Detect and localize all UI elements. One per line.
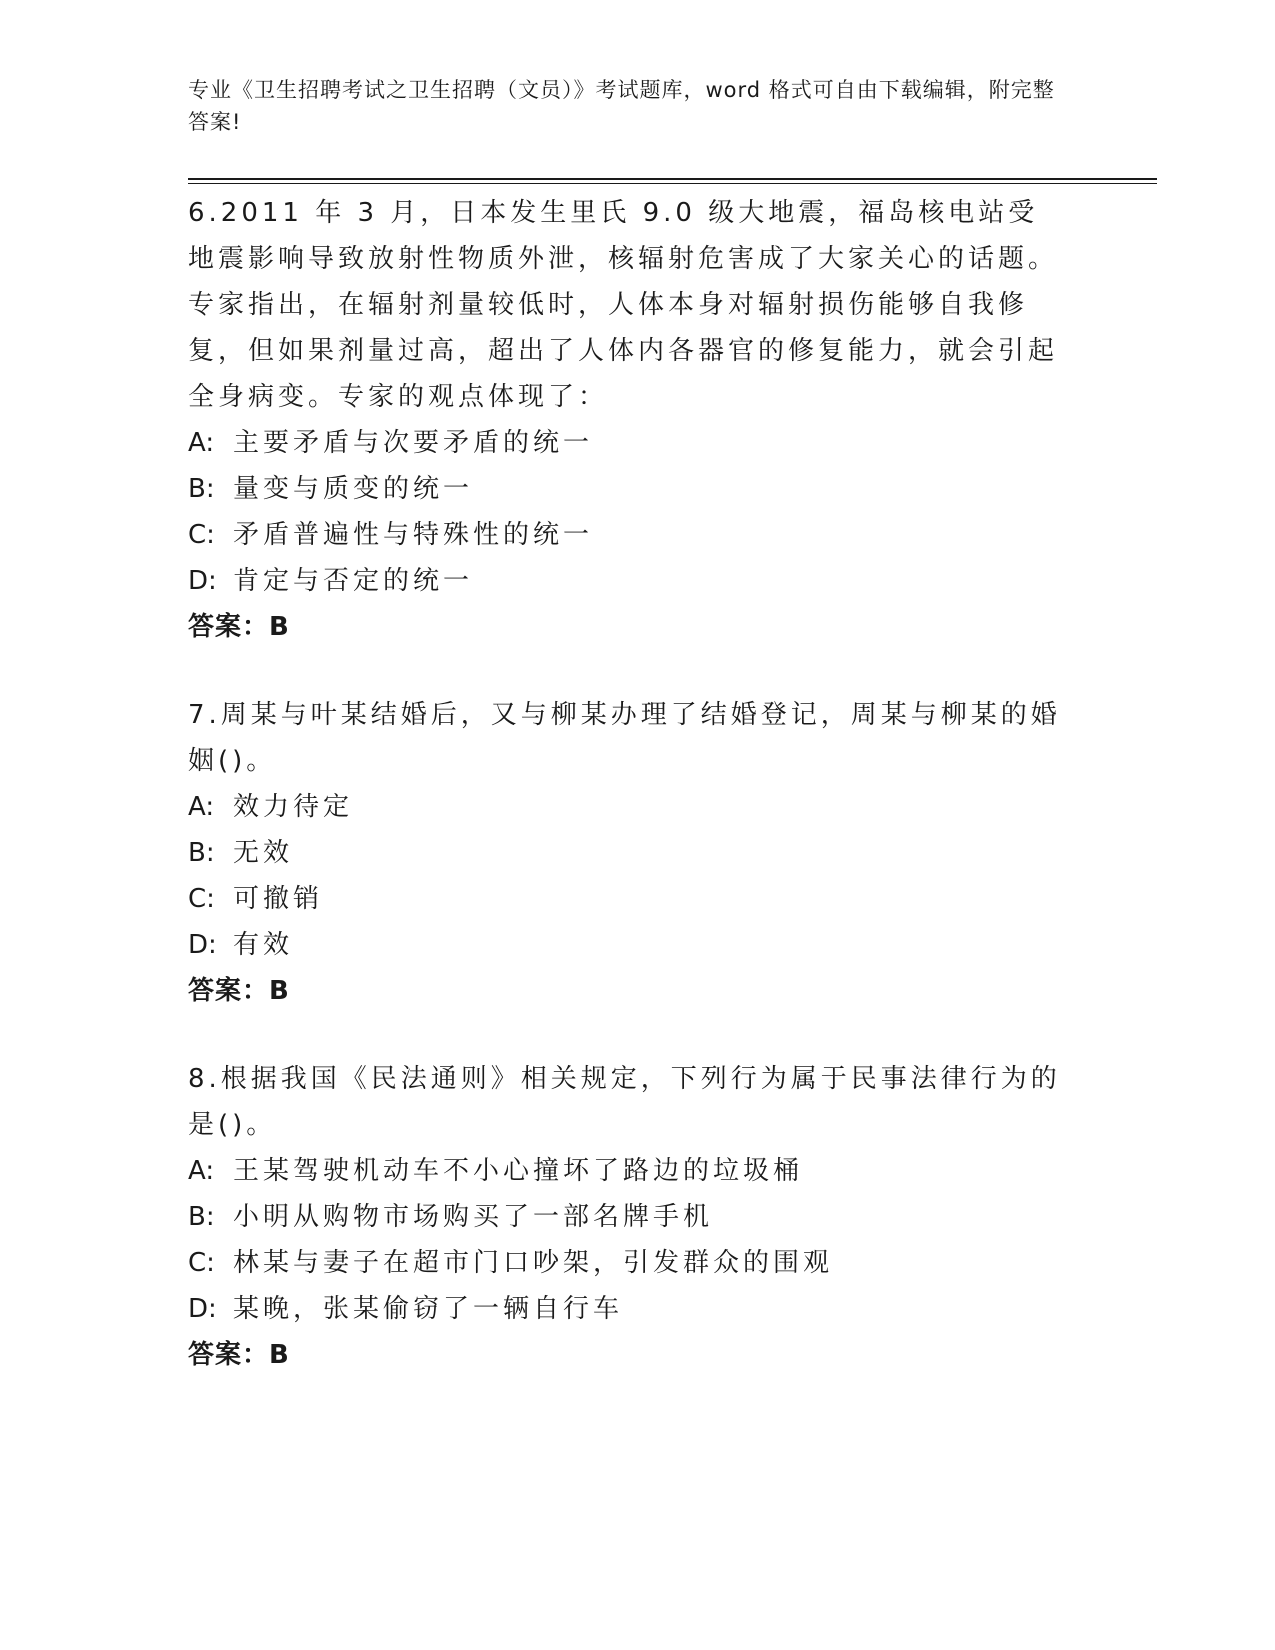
option-letter: D:: [188, 930, 217, 960]
option-text: 矛盾普遍性与特殊性的统一: [233, 520, 594, 550]
header-divider-thick: [188, 178, 1157, 180]
question-list: [188, 190, 1068, 1420]
option-letter: C:: [188, 1248, 215, 1278]
option-text: 效力待定: [233, 792, 354, 822]
option-text: 肯定与否定的统一: [233, 566, 474, 596]
question-text: 8.根据我国《民法通则》相关规定，下列行为属于民事法律行为的是()。: [188, 1064, 1061, 1140]
document-header: 专业《卫生招聘考试之卫生招聘（文员）》考试题库，word 格式可自由下载编辑，附完整答案!: [188, 78, 1055, 134]
option-d: [188, 558, 1068, 604]
option-d: [188, 922, 1068, 968]
answer-line: 答案：B: [188, 612, 290, 642]
option-text: 王某驾驶机动车不小心撞坏了路边的垃圾桶: [233, 1156, 804, 1186]
option-c: [188, 876, 1068, 922]
question-6: [188, 190, 1068, 650]
option-letter: B:: [188, 838, 215, 868]
question-text: 7.周某与叶某结婚后，又与柳某办理了结婚登记，周某与柳某的婚姻()。: [188, 700, 1061, 776]
option-text: 量变与质变的统一: [233, 474, 474, 504]
option-b: [188, 830, 1068, 876]
question-8: [188, 1056, 1068, 1378]
option-text: 主要矛盾与次要矛盾的统一: [233, 428, 594, 458]
option-letter: B:: [188, 474, 215, 504]
option-a: [188, 420, 1068, 466]
option-letter: C:: [188, 520, 215, 550]
option-c: [188, 1240, 1068, 1286]
option-a: [188, 1148, 1068, 1194]
option-text: 林某与妻子在超市门口吵架，引发群众的围观: [233, 1248, 834, 1278]
option-d: [188, 1286, 1068, 1332]
option-b: [188, 1194, 1068, 1240]
option-b: [188, 466, 1068, 512]
option-text: 小明从购物市场购买了一部名牌手机: [233, 1202, 714, 1232]
question-text: 6.2011 年 3 月，日本发生里氏 9.0 级大地震，福岛核电站受地震影响导致放射性物质外泄，核辐射危害成了大家关心的话题。专家指出，在辐射剂量较低时，人体本身对辐射损伤能够自我修复，但如果剂量过高，超出了人体内各器官的修复能力，就会引起全身病变。专家的观点体现了：: [188, 198, 1059, 412]
option-letter: C:: [188, 884, 215, 914]
option-c: [188, 512, 1068, 558]
question-7: [188, 692, 1068, 1014]
option-text: 无效: [233, 838, 294, 868]
option-text: 有效: [233, 930, 294, 960]
option-letter: A:: [188, 428, 215, 458]
option-text: 某晚，张某偷窃了一辆自行车: [233, 1294, 624, 1324]
option-text: 可撤销: [233, 884, 324, 914]
option-letter: D:: [188, 566, 217, 596]
option-letter: B:: [188, 1202, 215, 1232]
option-letter: D:: [188, 1294, 217, 1324]
answer-line: 答案：B: [188, 976, 290, 1006]
option-a: [188, 784, 1068, 830]
option-letter: A:: [188, 1156, 215, 1186]
header-divider-thin: [188, 183, 1157, 184]
option-letter: A:: [188, 792, 215, 822]
answer-line: 答案：B: [188, 1340, 290, 1370]
